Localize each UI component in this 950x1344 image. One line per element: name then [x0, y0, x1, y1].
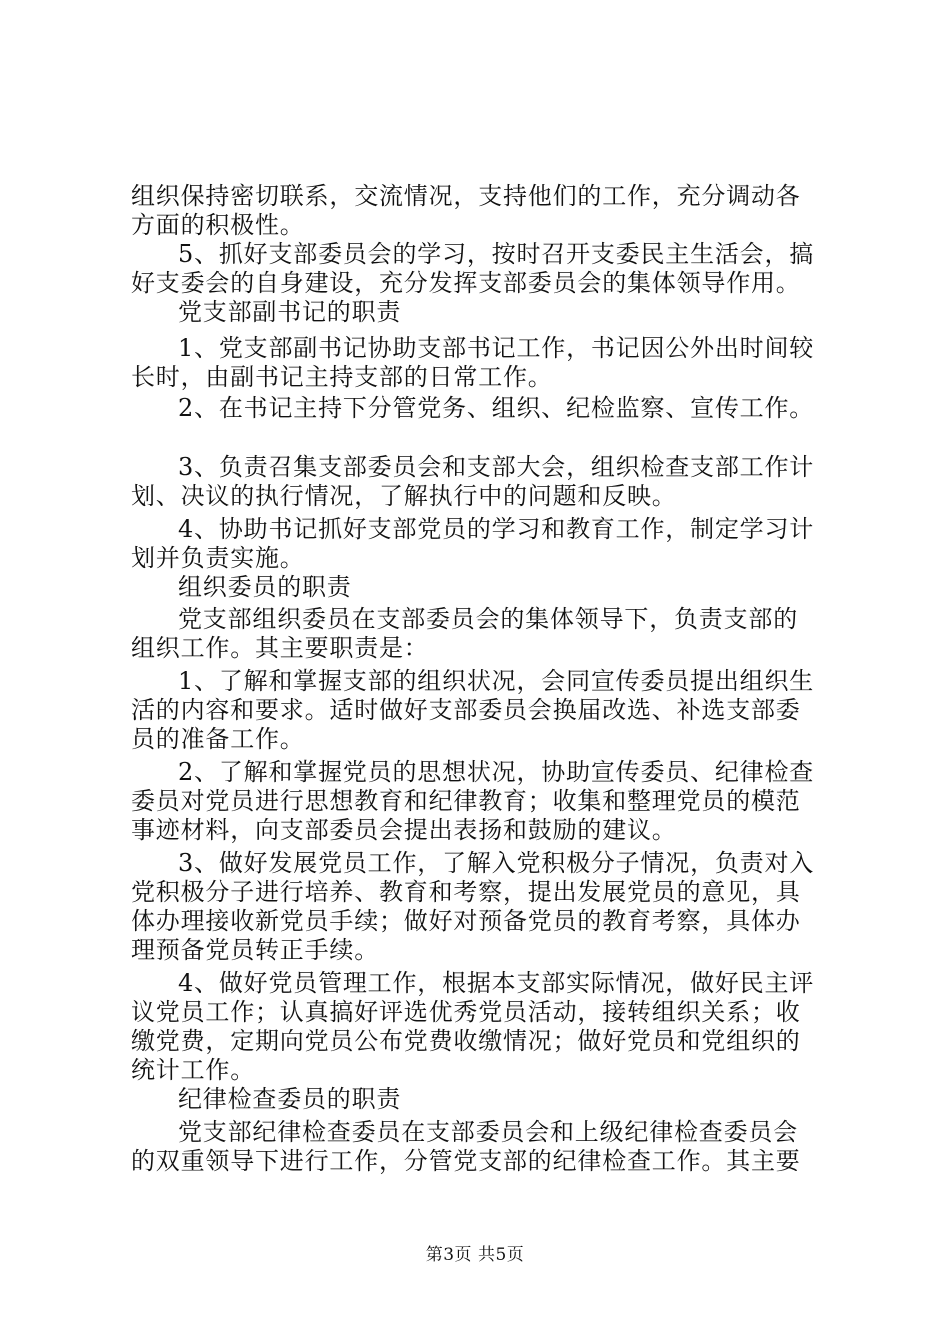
paragraph-line: 4、协助书记抓好支部党员的学习和教育工作，制定学习计 [178, 515, 815, 543]
paragraph-line: 长时，由副书记主持支部的日常工作。 [131, 363, 553, 391]
paragraph-line: 事迹材料，向支部委员会提出表扬和鼓励的建议。 [131, 816, 677, 844]
page-number-footer: 第3页 共5页 [425, 1245, 525, 1265]
paragraph-line: 2、了解和掌握党员的思想状况，协助宣传委员、纪律检查 [178, 758, 815, 786]
paragraph-line: 员的准备工作。 [131, 725, 305, 753]
paragraph-line: 的双重领导下进行工作，分管党支部的纪律检查工作。其主要 [131, 1147, 801, 1175]
section-heading: 纪律检查委员的职责 [178, 1085, 402, 1113]
paragraph-line: 1、了解和掌握支部的组织状况，会同宣传委员提出组织生 [178, 667, 815, 695]
paragraph-line: 方面的积极性。 [131, 211, 305, 239]
paragraph-line: 3、负责召集支部委员会和支部大会，组织检查支部工作计 [178, 453, 815, 481]
paragraph-line: 理预备党员转正手续。 [131, 936, 379, 964]
paragraph-line: 党积极分子进行培养、教育和考察，提出发展党员的意见，具 [131, 878, 801, 906]
paragraph-line: 4、做好党员管理工作，根据本支部实际情况，做好民主评 [178, 969, 815, 997]
paragraph-line: 2、在书记主持下分管党务、组织、纪检监察、宣传工作。 [178, 394, 815, 422]
paragraph-line: 统计工作。 [131, 1056, 255, 1084]
paragraph-line: 体办理接收新党员手续；做好对预备党员的教育考察，具体办 [131, 907, 801, 935]
paragraph-line: 1、党支部副书记协助支部书记工作，书记因公外出时间较 [178, 334, 815, 362]
section-heading: 党支部副书记的职责 [178, 298, 402, 326]
paragraph-line: 议党员工作；认真搞好评选优秀党员活动，接转组织关系；收 [131, 998, 801, 1026]
paragraph-line: 组织保持密切联系，交流情况，支持他们的工作，充分调动各 [131, 182, 801, 210]
paragraph-line: 组织工作。其主要职责是： [131, 634, 429, 662]
paragraph-line: 党支部纪律检查委员在支部委员会和上级纪律检查委员会 [178, 1118, 798, 1146]
paragraph-line: 3、做好发展党员工作，了解入党积极分子情况，负责对入 [178, 849, 815, 877]
paragraph-line: 好支委会的自身建设，充分发挥支部委员会的集体领导作用。 [131, 269, 801, 297]
paragraph-line: 党支部组织委员在支部委员会的集体领导下，负责支部的 [178, 605, 798, 633]
paragraph-line: 5、抓好支部委员会的学习，按时召开支委民主生活会，搞 [178, 240, 815, 268]
section-heading: 组织委员的职责 [178, 573, 352, 601]
paragraph-line: 委员对党员进行思想教育和纪律教育；收集和整理党员的模范 [131, 787, 801, 815]
paragraph-line: 缴党费，定期向党员公布党费收缴情况；做好党员和党组织的 [131, 1027, 801, 1055]
paragraph-line: 活的内容和要求。适时做好支部委员会换届改选、补选支部委 [131, 696, 801, 724]
paragraph-line: 划、决议的执行情况，了解执行中的问题和反映。 [131, 482, 677, 510]
paragraph-line: 划并负责实施。 [131, 544, 305, 572]
